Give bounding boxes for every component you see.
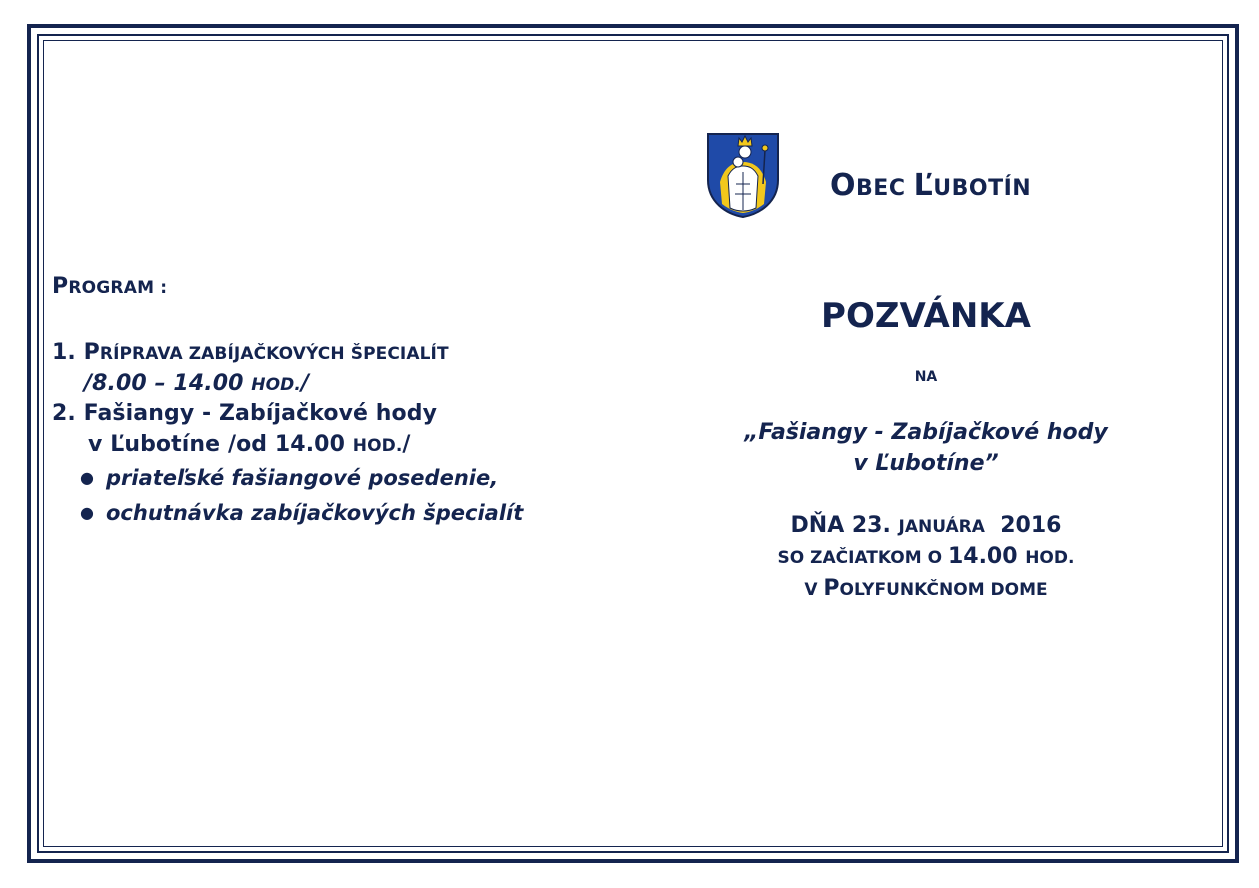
invitation-na: NA xyxy=(914,369,938,385)
event-start-c: HOD. xyxy=(1025,548,1075,568)
program-heading xyxy=(52,274,167,299)
bullet-icon: ● xyxy=(80,503,94,522)
program-item-2-line2-b: HOD. xyxy=(352,436,403,456)
program-item-2-number: 2. xyxy=(52,401,76,426)
event-start-a: SO ZAČIATKOM O xyxy=(777,548,948,568)
event-place xyxy=(596,576,1256,601)
event-date-month: JANUÁRA xyxy=(898,517,985,537)
program-bullet-1 xyxy=(80,466,498,490)
program-bullet-2 xyxy=(80,501,523,525)
invitation-title-row xyxy=(596,296,1256,336)
program-item-1-time xyxy=(84,371,309,396)
program-heading-initial: P xyxy=(52,274,69,299)
program-item-2-title: Fašiangy - Zabíjačkové hody xyxy=(83,401,438,426)
program-item-1-time-c: / xyxy=(300,371,310,396)
program-item-1-initial: P xyxy=(83,340,100,365)
municipality-title-tail: UBOTÍN xyxy=(933,176,1032,201)
program-item-1 xyxy=(52,340,449,365)
bullet-icon: ● xyxy=(80,468,94,487)
event-date-year: 2016 xyxy=(984,513,1062,538)
program-item-2-line2-a: v Ľubotíne /od 14.00 xyxy=(88,432,353,457)
program-item-2-line2-c: / xyxy=(402,432,411,457)
event-place-c: OLYFUNKČNOM DOME xyxy=(839,580,1048,600)
municipality-title-rest: BEC xyxy=(856,176,914,201)
program-bullet-1-text: priateľské fašiangové posedenie, xyxy=(106,466,499,490)
coat-of-arms-icon xyxy=(706,132,780,218)
program-heading-rest: ROGRAM : xyxy=(68,278,168,298)
event-start-time xyxy=(596,544,1256,569)
event-start-b: 14.00 xyxy=(947,544,1026,569)
event-date xyxy=(596,513,1256,538)
program-item-1-number: 1. xyxy=(52,340,76,365)
event-place-a: V xyxy=(804,580,824,600)
program-item-2 xyxy=(52,401,437,426)
program-item-1-time-a: /8.00 – 14.00 xyxy=(84,371,252,396)
program-item-1-time-b: HOD. xyxy=(251,375,301,395)
municipality-title xyxy=(830,168,1031,203)
municipality-title-l: Ľ xyxy=(913,168,934,203)
municipality-title-initial: O xyxy=(830,168,857,203)
program-bullet-2-text: ochutnávka zabíjačkových špecialít xyxy=(106,501,524,525)
event-date-a: DŇA 23. xyxy=(790,513,899,538)
invitation-title: POZVÁNKA xyxy=(821,296,1031,336)
program-item-2-line2 xyxy=(88,432,411,457)
event-place-b: P xyxy=(823,576,840,601)
event-name-line-1: „Fašiangy - Zabíjačkové hody xyxy=(744,420,1108,445)
event-name-line-2: v Ľubotíne” xyxy=(853,451,999,476)
program-item-1-rest: RÍPRAVA ZABÍJAČKOVÝCH ŠPECIALÍT xyxy=(99,344,449,364)
